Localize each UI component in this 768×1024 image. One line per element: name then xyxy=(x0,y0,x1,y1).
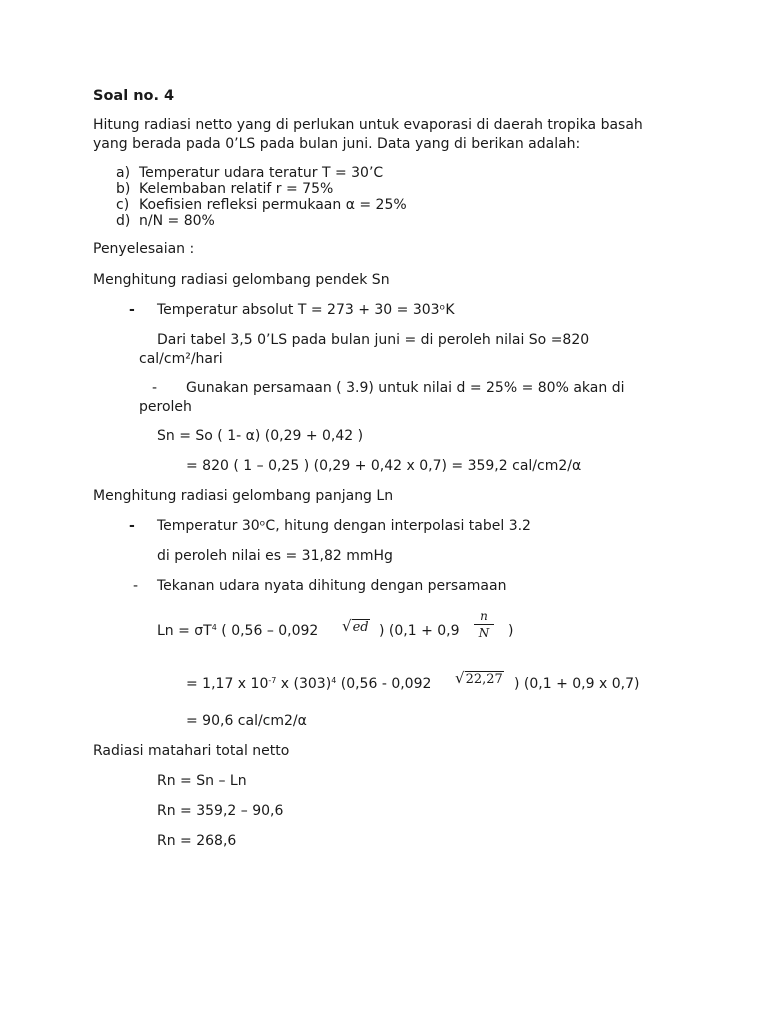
sn-calculation: = 820 ( 1 – 0,25 ) (0,29 + 0,42 x 0,7) = 359,2 cal/cm2/α xyxy=(186,458,582,474)
bullet-dash: - xyxy=(152,380,158,396)
solution-label: Penyelesaian : xyxy=(93,241,195,257)
given-marker-a: a) xyxy=(116,165,131,181)
n-over-N-fraction: n N xyxy=(474,609,494,640)
ln-calculation-end: ) (0,1 + 0,9 x 0,7) xyxy=(514,676,640,692)
actual-pressure-line: Tekanan udara nyata dihitung dengan persamaan xyxy=(157,578,507,594)
given-item-b: Kelembaban relatif r = 75% xyxy=(139,181,334,197)
saturation-pressure-line: di peroleh nilai es = 31,82 mmHg xyxy=(157,548,393,564)
bullet-dash: - xyxy=(129,302,135,318)
table-lookup-line-2: cal/cm²/hari xyxy=(139,351,223,367)
problem-title: Soal no. 4 xyxy=(93,88,175,104)
absolute-temperature-line: Temperatur absolut T = 273 + 30 = 303ᵒK xyxy=(157,302,455,318)
intro-line-2: yang berada pada 0’LS pada bulan juni. Data yang di berikan adalah: xyxy=(93,136,581,152)
table-lookup-line-1: Dari tabel 3,5 0’LS pada bulan juni = di peroleh nilai So =820 xyxy=(157,332,590,348)
rn-formula: Rn = Sn – Ln xyxy=(157,773,247,789)
temperature-interpolation-line: Temperatur 30ᵒC, hitung dengan interpolasi tabel 3.2 xyxy=(157,518,531,534)
given-marker-d: d) xyxy=(116,213,131,229)
given-item-d: n/N = 80% xyxy=(139,213,215,229)
sn-formula: Sn = So ( 1- α) (0,29 + 0,42 ) xyxy=(157,428,364,444)
ln-formula-continued: ) (0,1 + 0,9 xyxy=(379,623,460,639)
ln-result: = 90,6 cal/cm2/α xyxy=(186,713,307,729)
square-root-ed: √ed xyxy=(342,617,369,635)
rn-result: Rn = 268,6 xyxy=(157,833,237,849)
equation-use-line-2: peroleh xyxy=(139,399,192,415)
short-wave-heading: Menghitung radiasi gelombang pendek Sn xyxy=(93,272,390,288)
rn-substitution: Rn = 359,2 – 90,6 xyxy=(157,803,284,819)
bullet-dash: - xyxy=(133,578,139,594)
square-root-22-27: √22,27 xyxy=(455,669,503,687)
given-item-a: Temperatur udara teratur T = 30’C xyxy=(139,165,384,181)
given-marker-b: b) xyxy=(116,181,131,197)
given-marker-c: c) xyxy=(116,197,130,213)
long-wave-heading: Menghitung radiasi gelombang panjang Ln xyxy=(93,488,394,504)
given-item-c: Koefisien refleksi permukaan α = 25% xyxy=(139,197,407,213)
ln-calculation: = 1,17 x $10^{-7}$ x $(303)^4$ (0,56 - 0,092 xyxy=(186,676,432,692)
equation-use-line-1: Gunakan persamaan ( 3.9) untuk nilai d = 25% = 80% akan di xyxy=(186,380,625,396)
ln-formula-close: ) xyxy=(508,623,514,639)
bullet-dash: - xyxy=(129,518,135,534)
intro-line-1: Hitung radiasi netto yang di perlukan untuk evaporasi di daerah tropika basah xyxy=(93,117,643,133)
ln-formula: $Ln = \sigma T^4$ ( 0,56 – 0,092 xyxy=(157,623,319,639)
total-net-heading: Radiasi matahari total netto xyxy=(93,743,290,759)
